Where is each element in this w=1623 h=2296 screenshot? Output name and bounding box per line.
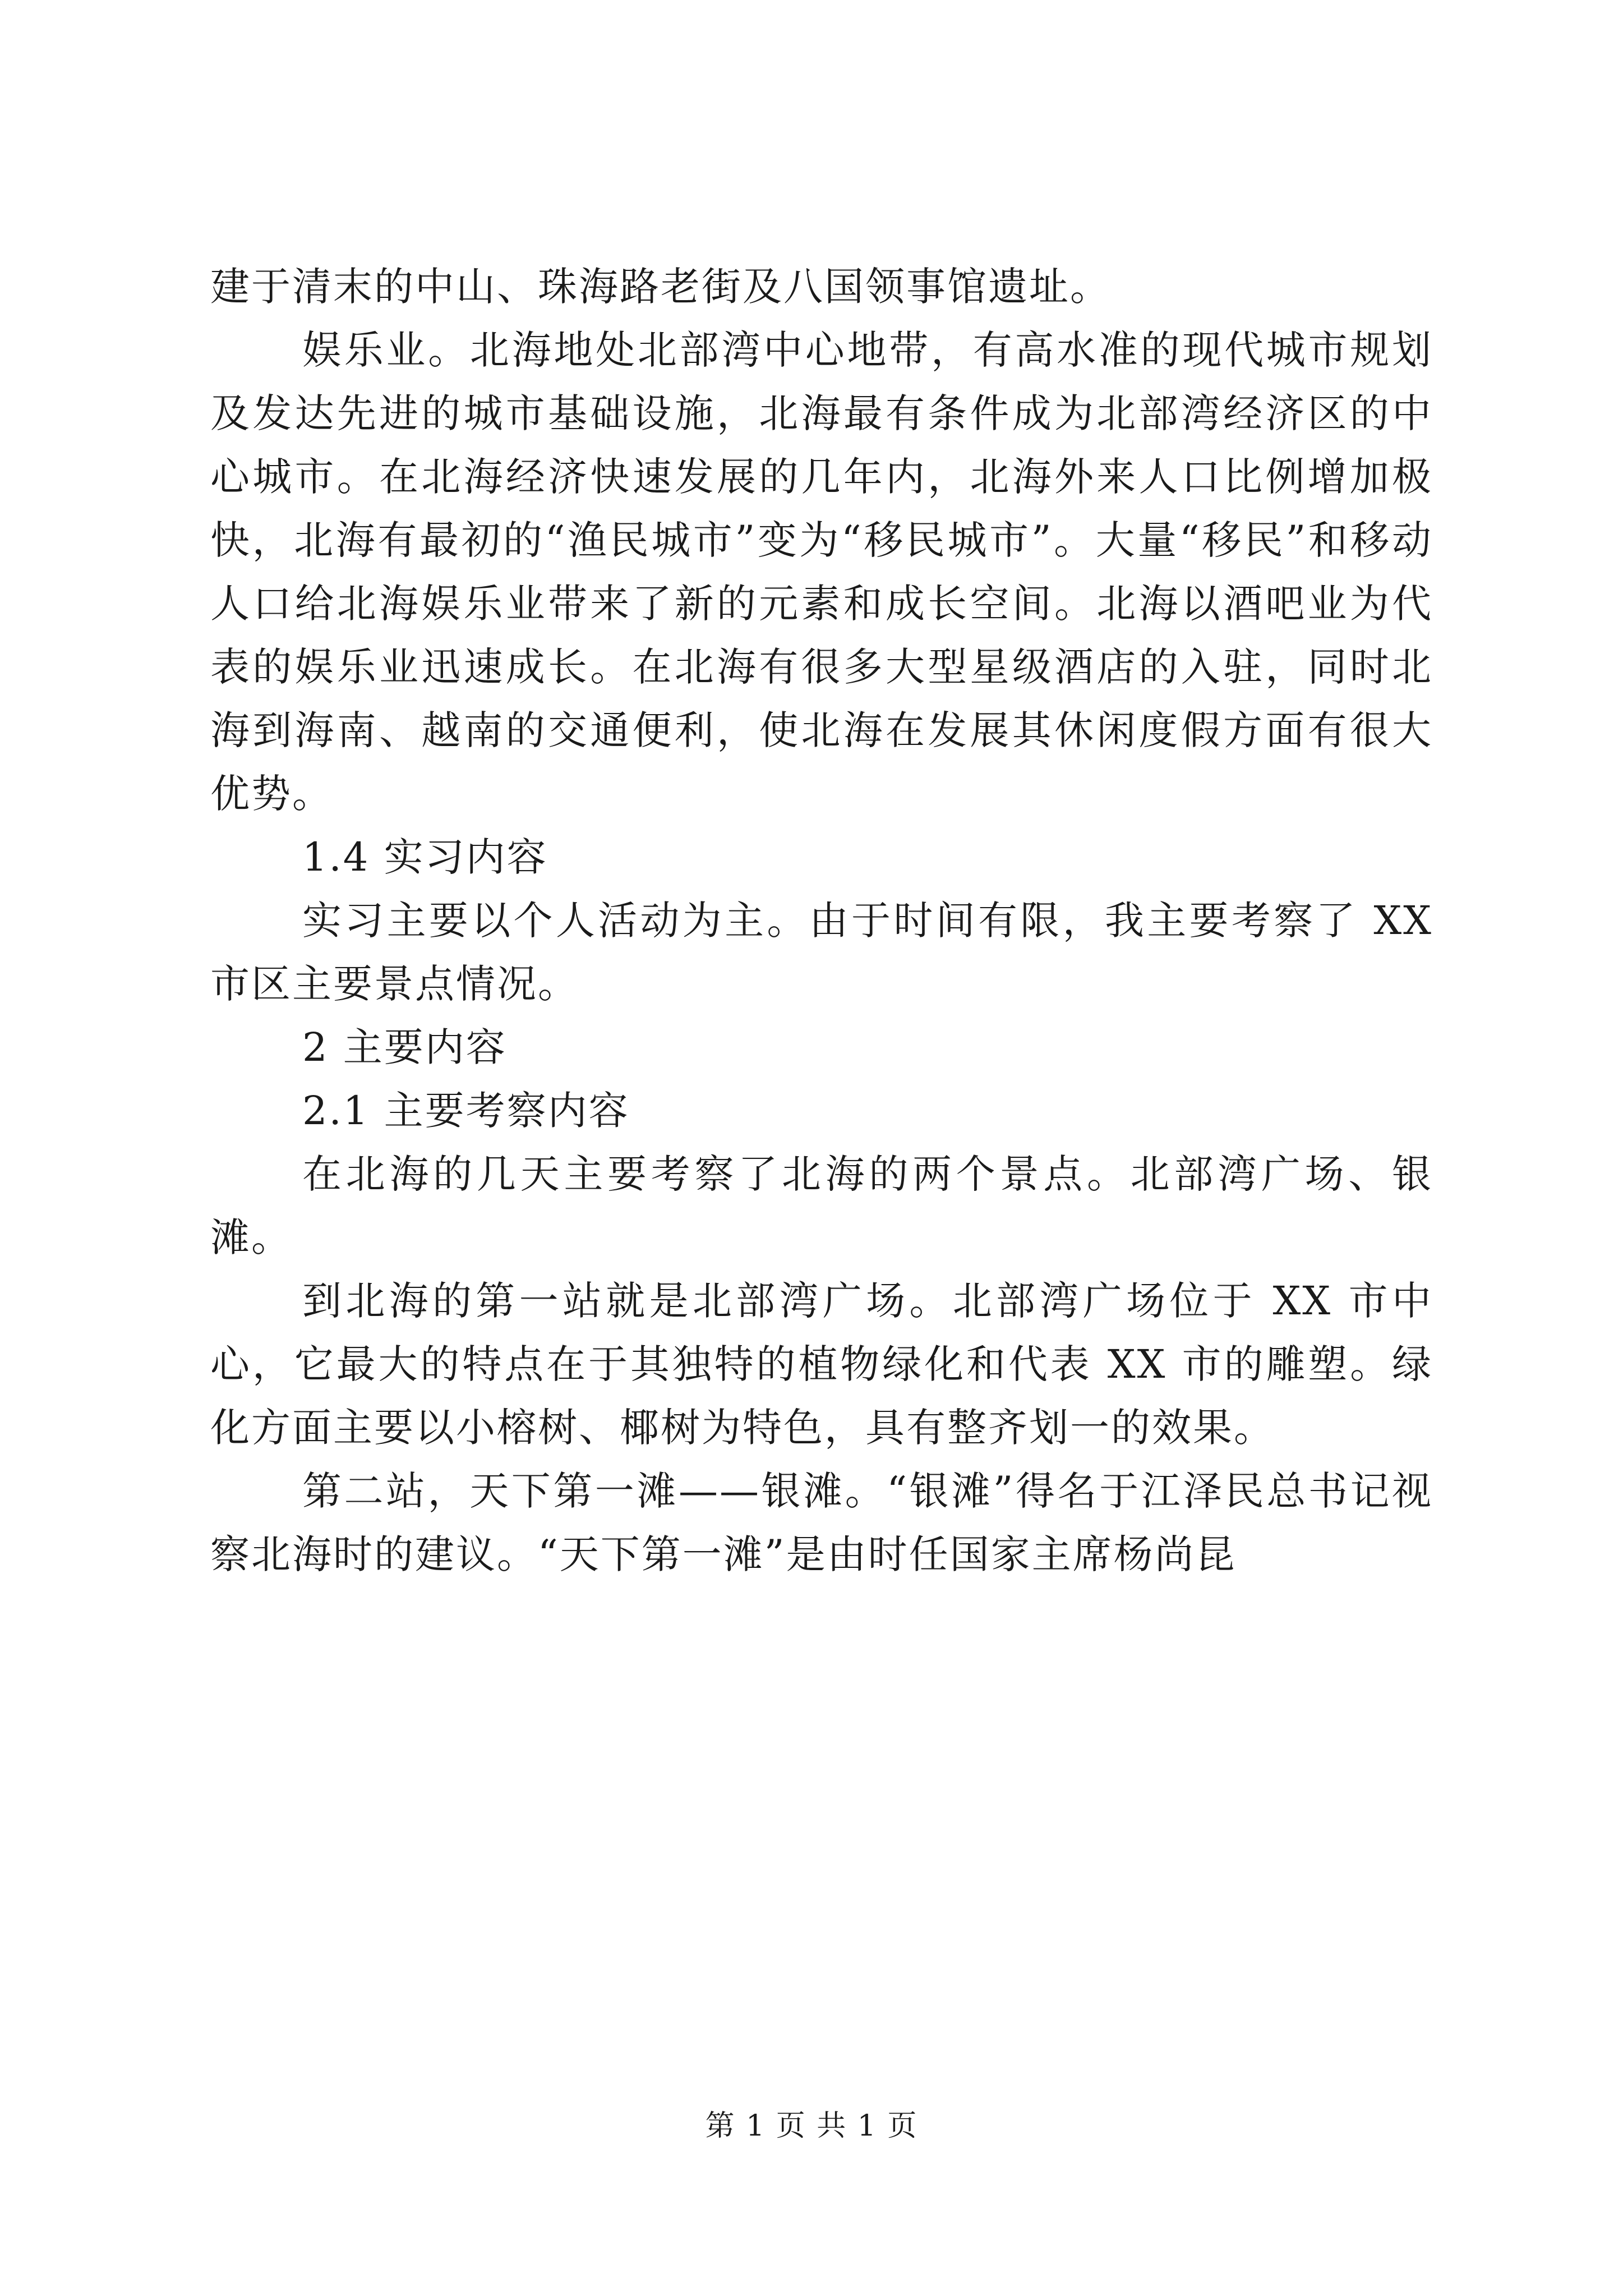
page-footer: 第 1 页 共 1 页	[705, 2109, 918, 2143]
paragraph-continuation: 建于清末的中山、珠海路老街及八国领事馆遗址。	[210, 264, 1111, 310]
paragraph-second-stop: 第二站，天下第一滩——银滩。“银滩”得名于江泽民总书记视察北海时的建议。“天下第一滩”是由时任国家主席杨尚昆	[210, 1468, 1433, 1577]
paragraph-internship-content: 实习主要以个人活动为主。由于时间有限，我主要考察了 XX 市区主要景点情况。	[210, 898, 1433, 1007]
section-heading-2-1: 2.1 主要考察内容	[302, 1088, 630, 1134]
paragraph-first-stop: 到北海的第一站就是北部湾广场。北部湾广场位于 XX 市中心，它最大的特点在于其独特的植物绿化和代表 XX 市的雕塑。绿化方面主要以小榕树、椰树为特色，具有整齐划一的效果。	[210, 1278, 1433, 1451]
paragraph-entertainment: 娱乐业。北海地处北部湾中心地带，有高水准的现代城市规划及发达先进的城市基础设施，北海最有条件成为北部湾经济区的中心城市。在北海经济快速发展的几年内，北海外来人口比例增加极快，北海有最初的“渔民城市”变为“移民城市”。大量“移民”和移动人口给北海娱乐业带来了新的元素和成长空间。北海以酒吧业为代表的娱乐业迅速成长。在北海有很多大型星级酒店的入驻，同时北海到海南、越南的交通便利，使北海在发展其休闲度假方面有很大优势。	[210, 327, 1433, 817]
paragraph-inspection-overview: 在北海的几天主要考察了北海的两个景点。北部湾广场、银滩。	[210, 1151, 1433, 1260]
section-heading-2: 2 主要内容	[302, 1024, 507, 1070]
document-body	[210, 255, 1433, 1586]
section-heading-1-4: 1.4 实习内容	[302, 834, 548, 880]
